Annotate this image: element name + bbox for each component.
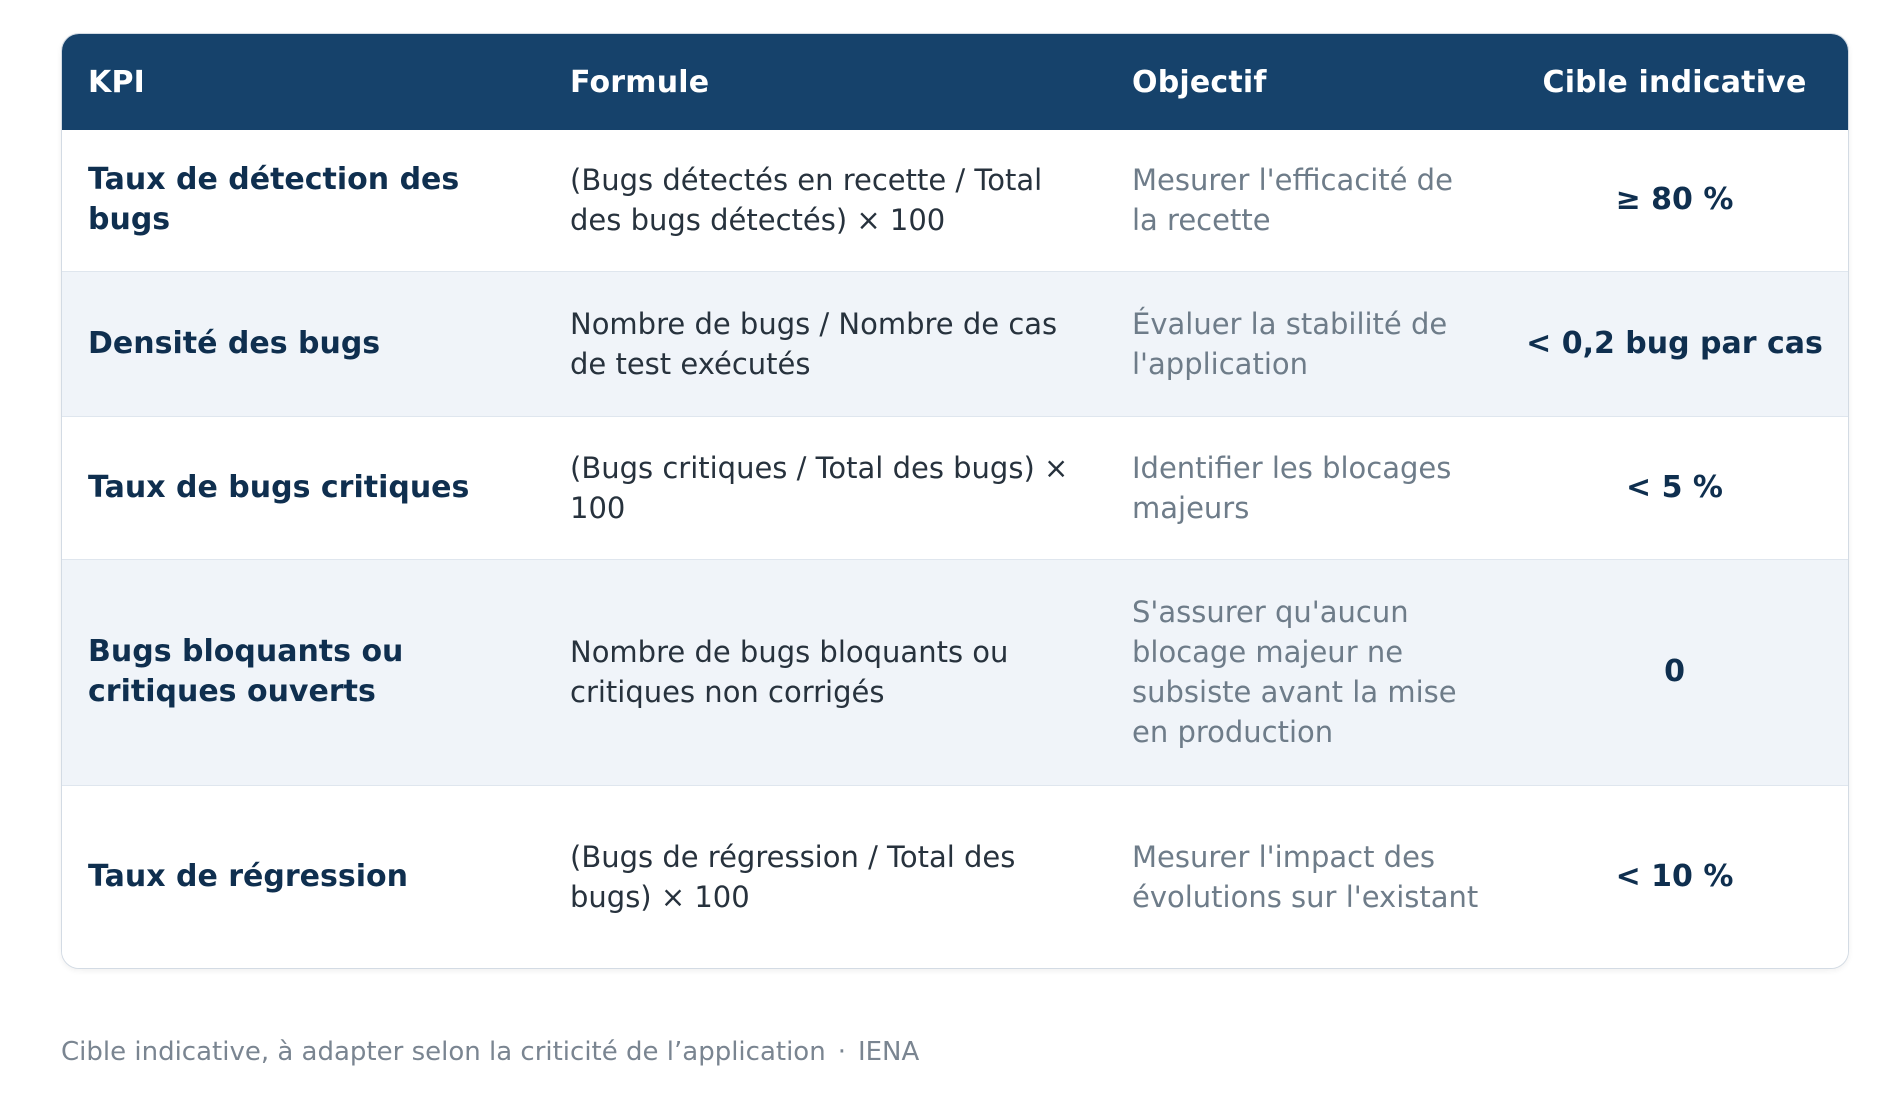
header-kpi: KPI [62, 34, 544, 130]
kpi-cell: Taux de régression [62, 785, 544, 968]
kpi-cell: Densité des bugs [62, 271, 544, 416]
table-row [62, 271, 1848, 416]
objective-cell: S'assurer qu'aucun blocage majeur ne subsiste avant la mise en production [1106, 559, 1501, 785]
header-target: Cible indicative [1501, 34, 1848, 130]
target-cell: < 5 % [1501, 416, 1848, 559]
table-row [62, 785, 1848, 968]
footer-separator: · [837, 1037, 846, 1067]
formula-cell: (Bugs critiques / Total des bugs) × 100 [544, 416, 1106, 559]
target-cell: < 0,2 bug par cas [1501, 271, 1848, 416]
footer-source: IENA [857, 1037, 920, 1067]
kpi-cell: Bugs bloquants ou critiques ouverts [62, 559, 544, 785]
table-header [62, 34, 1848, 130]
header-row [62, 34, 1848, 130]
kpi-table-card [61, 33, 1849, 969]
table-body [62, 130, 1848, 968]
table-row [62, 416, 1848, 559]
kpi-cell: Taux de bugs critiques [62, 416, 544, 559]
objective-cell: Mesurer l'efficacité de la recette [1106, 130, 1501, 271]
target-cell: ≥ 80 % [1501, 130, 1848, 271]
kpi-cell: Taux de détection des bugs [62, 130, 544, 271]
table-row [62, 130, 1848, 271]
header-objective: Objectif [1106, 34, 1501, 130]
formula-cell: Nombre de bugs bloquants ou critiques non corrigés [544, 559, 1106, 785]
formula-cell: (Bugs de régression / Total des bugs) × 100 [544, 785, 1106, 968]
objective-cell: Évaluer la stabilité de l'application [1106, 271, 1501, 416]
target-cell: < 10 % [1501, 785, 1848, 968]
objective-cell: Identifier les blocages majeurs [1106, 416, 1501, 559]
header-formula: Formule [544, 34, 1106, 130]
formula-cell: Nombre de bugs / Nombre de cas de test exécutés [544, 271, 1106, 416]
target-cell: 0 [1501, 559, 1848, 785]
objective-cell: Mesurer l'impact des évolutions sur l'existant [1106, 785, 1501, 968]
formula-cell: (Bugs détectés en recette / Total des bugs détectés) × 100 [544, 130, 1106, 271]
footer-note: Cible indicative, à adapter selon la criticité de l’application [61, 1037, 826, 1067]
kpi-table [62, 34, 1848, 968]
footer-caption [61, 1037, 919, 1067]
table-row [62, 559, 1848, 785]
